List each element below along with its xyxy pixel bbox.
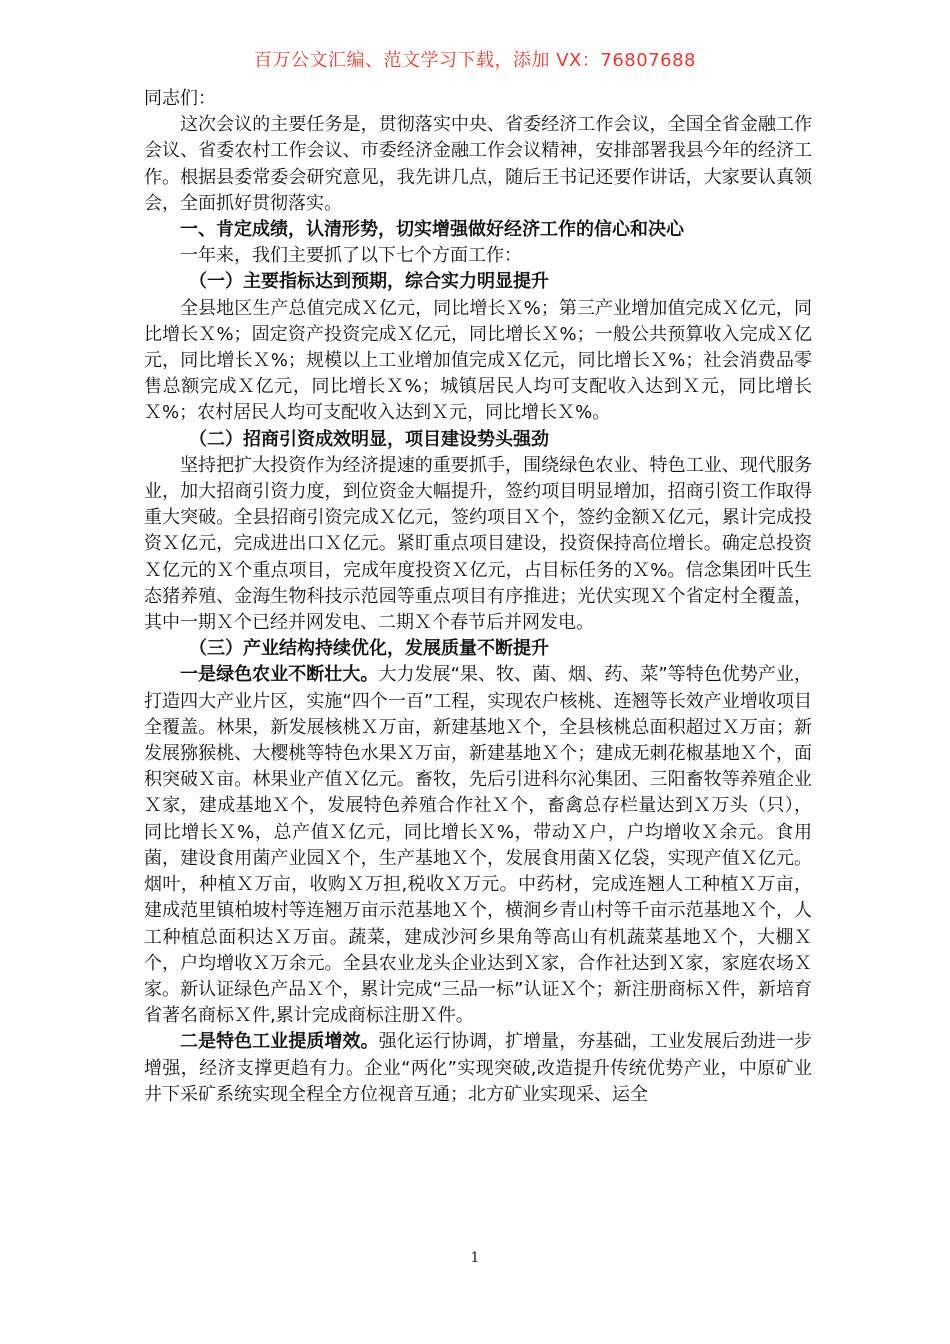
paragraph-indicators: 全县地区生产总值完成Ｘ亿元，同比增长Ｘ%；第三产业增加值完成Ｘ亿元，同比增长Ｘ%；固定资产投资完成Ｘ亿元，同比增长Ｘ%；一般公共预算收入完成Ｘ亿元，同比增长Ｘ%；规模以上工业增加值完成Ｘ亿元，同比增长Ｘ%；社会消费品零售总额完成Ｘ亿元，同比增长Ｘ%；城镇居民人均可支配收入达到Ｘ元，同比增长Ｘ%；农村居民人均可支配收入达到Ｘ元，同比增长Ｘ%。	[144, 297, 812, 424]
section-heading-1: 一、肯定成绩，认清形势，切实增强做好经济工作的信心和决心	[180, 219, 684, 241]
page-number: 1	[470, 1250, 480, 1266]
paragraph-text: 大力发展“果、牧、菌、烟、药、菜”等特色优势产业，打造四大产业片区，实施“四个一百”工程，实现农户核桃、连翘等长效产业增收项目全覆盖。林果，新发展核桃Ｘ万亩，新建基地Ｘ个，全县核桃总面积超过Ｘ万亩；新发展猕猴桃、大樱桃等特色水果Ｘ万亩，新建基地Ｘ个；建成无刺花椒基地Ｘ个，面积突破Ｘ亩。林果业产值Ｘ亿元。畜牧，先后引进科尔沁集团、三阳畜牧等养殖企业Ｘ家，建成基地Ｘ个，发展特色养殖合作社Ｘ个，畜禽总存栏量达到Ｘ万头（只），同比增长Ｘ%，总产值Ｘ亿元，同比增长Ｘ%，带动Ｘ户，户均增收Ｘ余元。食用菌，建设食用菌产业园Ｘ个，生产基地Ｘ个，发展食用菌Ｘ亿袋，实现产值Ｘ亿元。烟叶，种植Ｘ万亩，收购Ｘ万担,税收Ｘ万元。中药材，完成连翘人工种植Ｘ万亩，建成范里镇柏坡村等连翘万亩示范基地Ｘ个，横涧乡青山村等千亩示范基地Ｘ个，人工种植总面积达Ｘ万亩。蔬菜，建成沙河乡果角等高山有机蔬菜基地Ｘ个，大棚Ｘ个，户均增收Ｘ万余元。全县农业龙头企业达到Ｘ家，合作社达到Ｘ家，家庭农场Ｘ家。新认证绿色产品Ｘ个，累计完成“三品一标”认证Ｘ个；新注册商标Ｘ件，新培育省著名商标Ｘ件,累计完成商标注册Ｘ件。	[144, 664, 812, 1027]
paragraph-agriculture	[144, 662, 812, 1029]
paragraph-investment: 坚持把扩大投资作为经济提速的重要抓手，围绕绿色农业、特色工业、现代服务业，加大招商引资力度，到位资金大幅提升，签约项目明显增加，招商引资工作取得重大突破。全县招商引资完成Ｘ亿元，签约项目Ｘ个，签约金额Ｘ亿元，累计完成投资Ｘ亿元，完成进出口Ｘ亿元。紧盯重点项目建设，投资保持高位增长。确定总投资Ｘ亿元的Ｘ个重点项目，完成年度投资Ｘ亿元，占目标任务的Ｘ%。信念集团叶氏生态猪养殖、金海生物科技示范园等重点项目有序推进；光伏实现Ｘ个省定村全覆盖，其中一期Ｘ个已经并网发电、二期Ｘ个春节后并网发电。	[144, 454, 812, 634]
paragraph-lead: 二是特色工业提质增效。	[180, 1031, 379, 1053]
paragraph-industry	[144, 1029, 812, 1108]
subheading-1: （一）主要指标达到预期，综合实力明显提升	[189, 271, 549, 293]
document-body	[144, 86, 812, 1108]
watermark-banner: 百万公文汇编、范文学习下载，添加 VX：76807688	[254, 50, 696, 71]
paragraph-intro: 这次会议的主要任务是，贯彻落实中央、省委经济工作会议，全国全省金融工作会议、省委农村工作会议、市委经济金融工作会议精神，安排部署我县今年的经济工作。根据县委常委会研究意见，我先讲几点，随后王书记还要作讲话，大家要认真领会，全面抓好贯彻落实。	[144, 114, 812, 214]
subheading-3: （三）产业结构持续优化，发展质量不断提升	[189, 638, 549, 660]
subheading-2: （二）招商引资成效明显，项目建设势头强劲	[189, 428, 549, 450]
paragraph-lead: 一是绿色农业不断壮大。	[180, 664, 379, 686]
paragraph-summary: 一年来，我们主要抓了以下七个方面工作：	[180, 245, 522, 267]
paragraph-text: 强化运行协调，扩增量，夯基础，工业发展后劲进一步增强，经济支撑更趋有力。企业“两化”实现突破,改造提升传统优势产业，中原矿业井下采矿系统实现全程全方位视音互通；北方矿业实现采、运全	[144, 1031, 813, 1105]
salutation: 同志们：	[144, 88, 216, 109]
